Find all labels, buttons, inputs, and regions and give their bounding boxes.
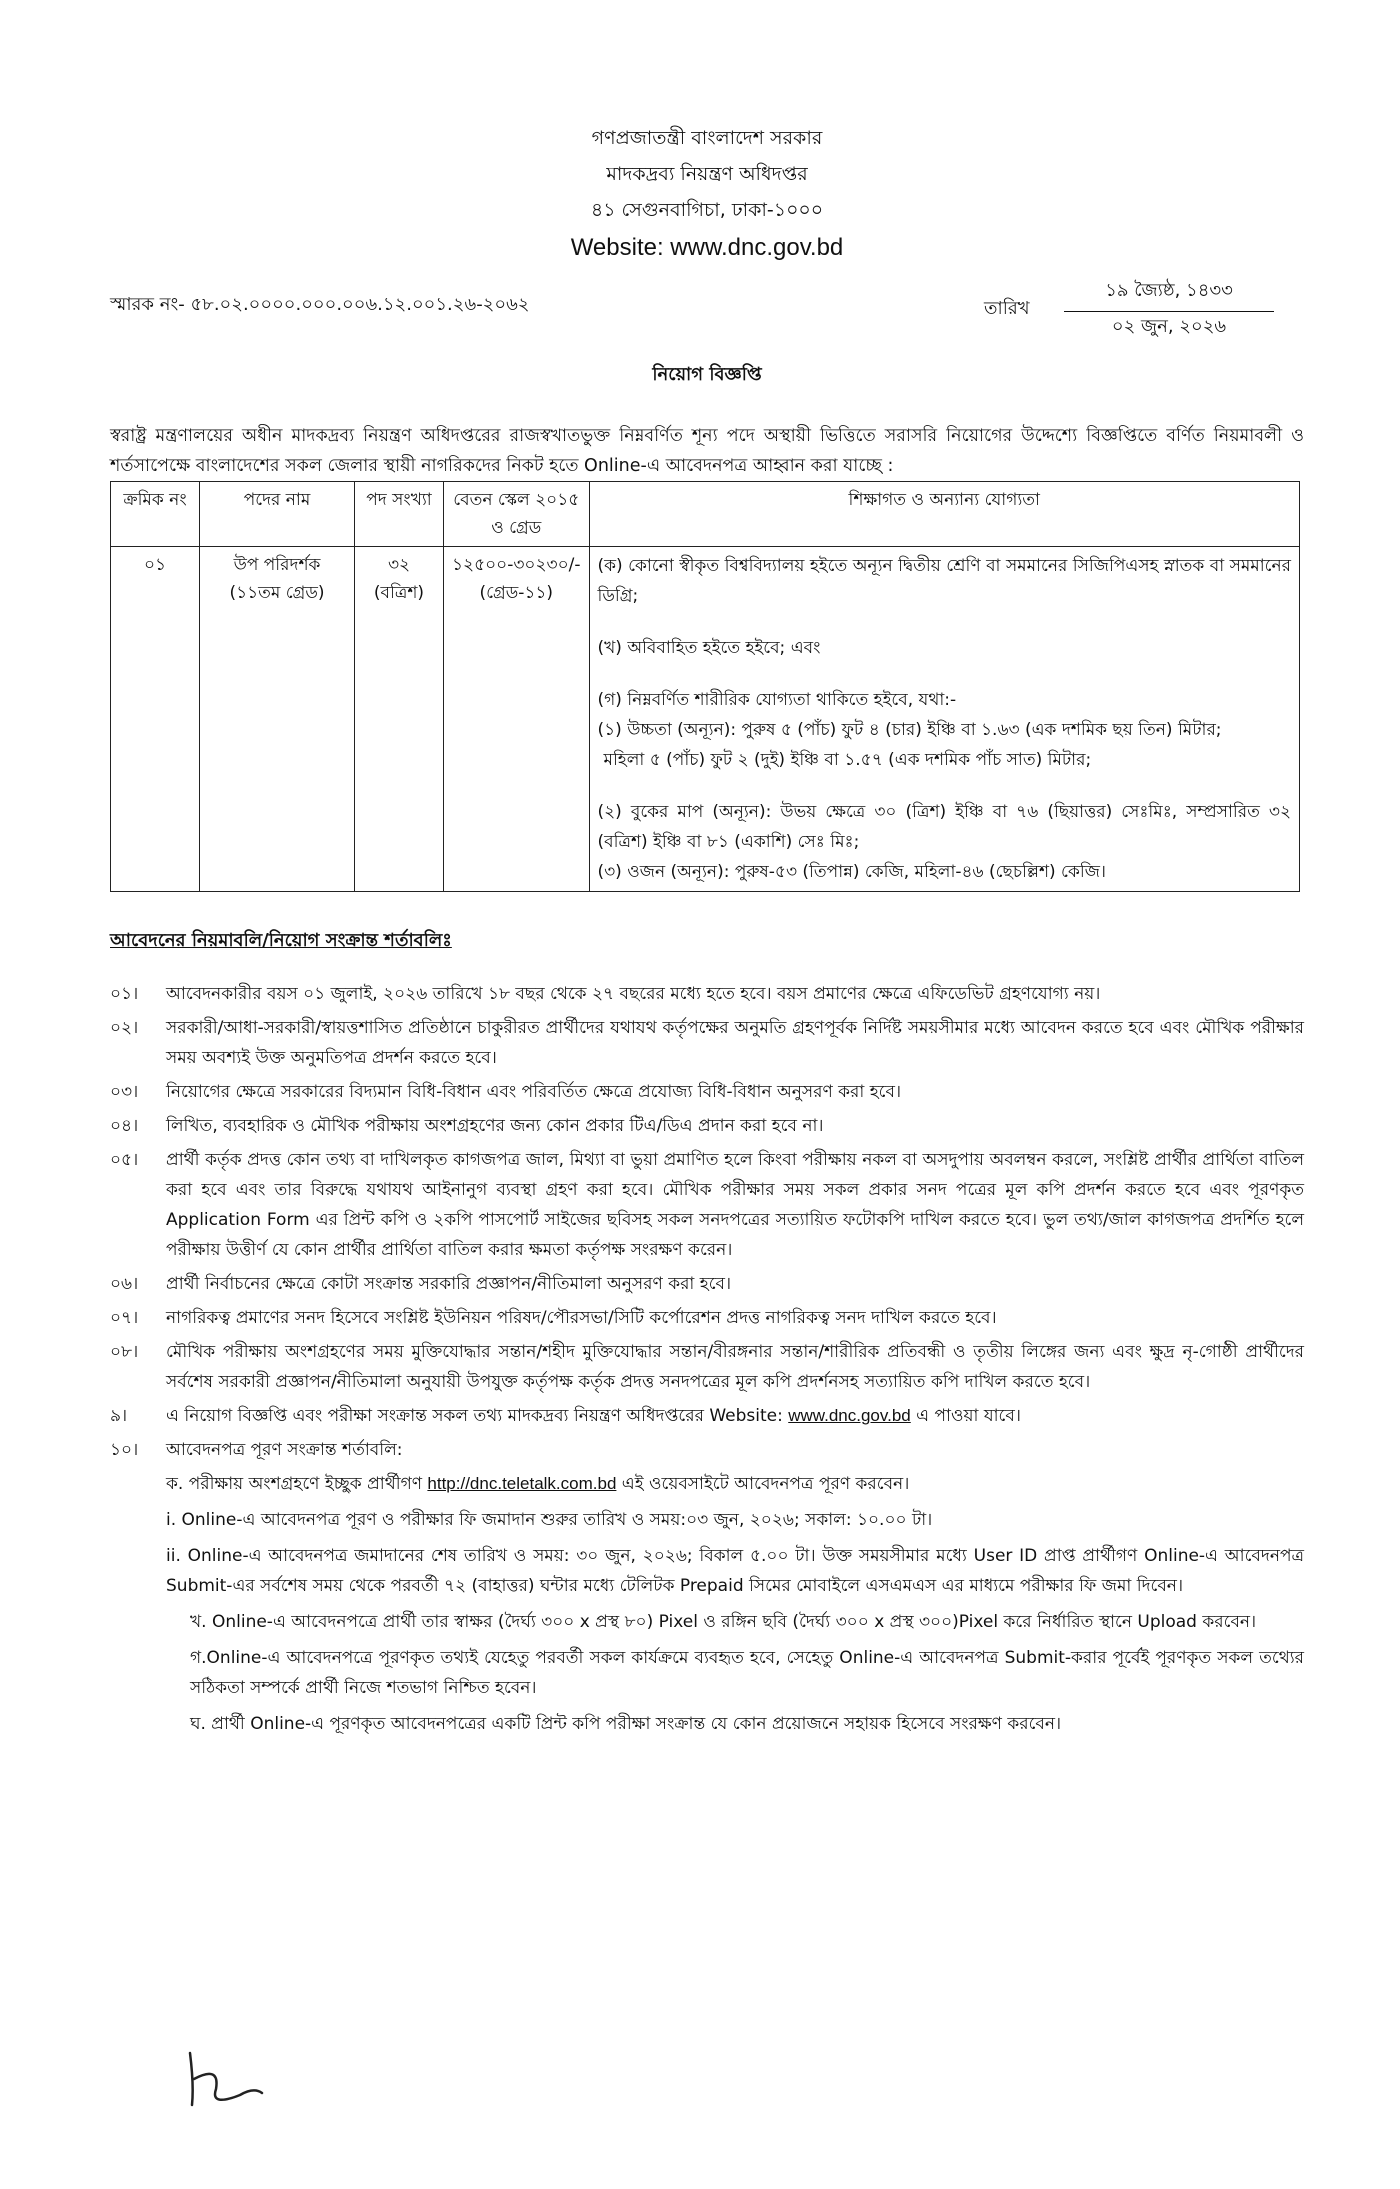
list-item: ০৫। প্রার্থী কর্তৃক প্রদত্ত কোন তথ্য বা দাখিলকৃত কাগজপত্র জাল, মিথ্যা বা ভুয়া প্রমাণিত হলে কিংবা পরীক্ষায় নকল বা অসদুপায় অবলম্বন করলে, সংশ্লিষ্ট প্রার্থীর প্রার্থিতা বাতিল করা হবে এবং তার বিরুদ্ধে যথাযথ আইনানুগ ব্যবস্থা গ্রহণ করা হবে। মৌখিক পরীক্ষার সময় সকল প্রকার সনদ পত্রের মূল কপি প্রদর্শন করতে হবে এবং পূরণকৃত Application Form এর প্রিন্ট কপি ও ২কপি পাসপোর্ট সাইজের ছবিসহ সকল সনদপত্রের সত্যায়িত ফটোকপি দাখিল করতে হবে। ভুল তথ্য/জাল কাগজপত্র প্রদর্শিত হলে পরীক্ষায় উত্তীর্ণ যে কোন প্রার্থীর প্রার্থিতা বাতিল করার ক্ষমতা কর্তৃপক্ষ সংরক্ষণ করেন। bbox=[110, 1150, 1304, 1260]
qualification-item: (গ) নিম্নবর্ণিত শারীরিক যোগ্যতা থাকিতে হইবে, যথা:- bbox=[597, 690, 957, 710]
cell-scale: ১২৫০০-৩০২৩০/- (গ্রেড-১১) bbox=[444, 547, 590, 892]
cell-count: ৩২ (বত্রিশ) bbox=[355, 547, 444, 892]
rules-list bbox=[110, 979, 1304, 1739]
intro-paragraph: স্বরাষ্ট্র মন্ত্রণালয়ের অধীন মাদকদ্রব্য নিয়ন্ত্রণ অধিদপ্তরের রাজস্বখাতভুক্ত নিম্নবর্ণিত শূন্য পদে অস্থায়ী ভিত্তিতে সরাসরি নিয়োগের উদ্দেশ্যে বিজ্ঞপ্তিতে বর্ণিত নিয়মাবলী ও শর্তসাপেক্ষে বাংলাদেশের সকল জেলার স্থায়ী নাগরিকদের নিকট হতে Online-এ আবেদনপত্র আহ্বান করা যাচ্ছে : bbox=[110, 426, 1304, 476]
cell-qualification bbox=[589, 547, 1300, 892]
list-item: ০২। সরকারী/আধা-সরকারী/স্বায়ত্তশাসিত প্রতিষ্ঠানে চাকুরীরত প্রার্থীদের যথাযথ কর্তৃপক্ষের অনুমতি গ্রহণপূর্বক নির্দিষ্ট সময়সীমার মধ্যে আবেদন করতে হবে এবং মৌখিক পরীক্ষার সময় অবশ্যই উক্ত অনুমতিপত্র প্রদর্শন করতে হবে। bbox=[110, 1018, 1304, 1068]
list-item: ৯। এ নিয়োগ বিজ্ঞপ্তি এবং পরীক্ষা সংক্রান্ত সকল তথ্য মাদকদ্রব্য নিয়ন্ত্রণ অধিদপ্তরের Website: www.dnc.gov.bd এ পাওয়া যাবে। bbox=[110, 1406, 1021, 1426]
website-link[interactable]: www.dnc.gov.bd bbox=[788, 1406, 911, 1425]
govt-name: গণপ্রজাতন্ত্রী বাংলাদেশ সরকার bbox=[591, 127, 823, 149]
sub-item: গ.Online-এ আবেদনপত্রে পূরণকৃত তথ্যই যেহেতু পরবর্তী সকল কার্যক্রমে ব্যবহৃত হবে, সেহেতু Online-এ আবেদনপত্র Submit-করার পূর্বেই পূরণকৃত সকল তথ্যের সঠিকতা সম্পর্কে প্রার্থী নিজে শতভাগ নিশ্চিত হবেন। bbox=[190, 1648, 1304, 1698]
vacancy-table bbox=[110, 481, 1300, 892]
list-item: ০১। আবেদনকারীর বয়স ০১ জুলাই, ২০২৬ তারিখে ১৮ বছর থেকে ২৭ বছরের মধ্যে হতে হবে। বয়স প্রমাণের ক্ষেত্রে এফিডেভিট গ্রহণযোগ্য নয়। bbox=[110, 984, 1101, 1004]
sub-item: ii. Online-এ আবেদনপত্র জমাদানের শেষ তারিখ ও সময়: ৩০ জুন, ২০২৬; বিকাল ৫.০০ টা। উক্ত সময়সীমার মধ্যে User ID প্রাপ্ত প্রার্থীগণ Online-এ আবেদনপত্র Submit-এর সর্বশেষ সময় থেকে পরবর্তী ৭২ (বাহাত্তর) ঘন্টার মধ্যে টেলিটক Prepaid সিমের মোবাইলে এসএমএস এর মাধ্যমে পরীক্ষার ফি জমা দিবেন। bbox=[166, 1546, 1304, 1596]
col-qualification: শিক্ষাগত ও অন্যান্য যোগ্যতা bbox=[589, 482, 1300, 547]
list-item: ০৪। লিখিত, ব্যবহারিক ও মৌখিক পরীক্ষায় অংশগ্রহণের জন্য কোন প্রকার টিএ/ডিএ প্রদান করা হবে না। bbox=[110, 1116, 824, 1136]
address: ৪১ সেগুনবাগিচা, ঢাকা-১০০০ bbox=[590, 199, 824, 221]
list-item: ০৬। প্রার্থী নির্বাচনের ক্ষেত্রে কোটা সংক্রান্ত সরকারি প্রজ্ঞাপন/নীতিমালা অনুসরণ করা হবে। bbox=[110, 1274, 732, 1294]
letterhead bbox=[110, 120, 1304, 268]
qualification-item: (ক) কোনো স্বীকৃত বিশ্ববিদ্যালয় হইতে অন্যূন দ্বিতীয় শ্রেণি বা সমমানের সিজিপিএসহ স্নাতক বা সমমানের ডিগ্রি; bbox=[597, 556, 1291, 606]
teletalk-link[interactable]: http://dnc.teletalk.com.bd bbox=[427, 1474, 617, 1493]
qualification-item: (৩) ওজন (অন্যূন): পুরুষ-৫৩ (তিপান্ন) কেজি, মহিলা-৪৬ (ছেচল্লিশ) কেজি। bbox=[597, 862, 1107, 882]
date-bangla: ১৯ জ্যৈষ্ঠ, ১৪৩৩ bbox=[1064, 276, 1274, 312]
col-count: পদ সংখ্যা bbox=[355, 482, 444, 547]
table-row bbox=[111, 547, 1300, 892]
list-item: ১০। আবেদনপত্র পূরণ সংক্রান্ত শর্তাবলি: bbox=[110, 1440, 403, 1460]
col-serial: ক্রমিক নং bbox=[111, 482, 200, 547]
initial-signature bbox=[180, 2045, 270, 2115]
qualification-item: (২) বুকের মাপ (অন্যূন): উভয় ক্ষেত্রে ৩০ (ত্রিশ) ইঞ্চি বা ৭৬ (ছিয়াত্তর) সেঃমিঃ, সম্প্রসারিত ৩২ (বত্রিশ) ইঞ্চি বা ৮১ (একাশি) সেঃ মিঃ; bbox=[597, 802, 1291, 852]
sub-item: ঘ. প্রার্থী Online-এ পূরণকৃত আবেদনপত্রের একটি প্রিন্ট কপি পরীক্ষা সংক্রান্ত যে কোন প্রয়োজনে সহায়ক হিসেবে সংরক্ষণ করবেন। bbox=[190, 1714, 1062, 1734]
sub-item: খ. Online-এ আবেদনপত্রে প্রার্থী তার স্বাক্ষর (দৈর্ঘ্য ৩০০ x প্রস্থ ৮০) Pixel ও রঙ্গিন ছবি (দৈর্ঘ্য ৩০০ x প্রস্থ ৩০০)Pixel করে নির্ধারিত স্থানে Upload করবেন। bbox=[190, 1612, 1257, 1632]
memo-number: স্মারক নং- ৫৮.০২.০০০০.০০০.০০৬.১২.০০১.২৬-২০৬২ bbox=[110, 294, 530, 315]
list-item: ০৮। মৌখিক পরীক্ষায় অংশগ্রহণের সময় মুক্তিযোদ্ধার সন্তান/শহীদ মুক্তিযোদ্ধার সন্তান/বীরঙ্গনার সন্তান/শারীরিক প্রতিবন্ধী ও তৃতীয় লিঙ্গের জন্য এবং ক্ষুদ্র নৃ-গোষ্ঠী প্রার্থীদের সর্বশেষ সরকারী প্রজ্ঞাপন/নীতিমালা অনুযায়ী উপযুক্ত কর্তৃপক্ষ কর্তৃক প্রদত্ত সনদপত্রের মূল কপি প্রদর্শনসহ সত্যায়িত কপি দাখিল করতে হবে। bbox=[110, 1342, 1304, 1392]
rules-title: আবেদনের নিয়মাবলি/নিয়োগ সংক্রান্ত শর্তাবলিঃ bbox=[110, 930, 452, 951]
table-header-row bbox=[111, 482, 1300, 547]
cell-serial: ০১ bbox=[111, 547, 200, 892]
list-item: ০৩। নিয়োগের ক্ষেত্রে সরকারের বিদ্যমান বিধি-বিধান এবং পরিবর্তিত ক্ষেত্রে প্রযোজ্য বিধি-বিধান অনুসরণ করা হবে। bbox=[110, 1082, 902, 1102]
date-english: ০২ জুন, ২০২৬ bbox=[1111, 316, 1227, 337]
sub-item: i. Online-এ আবেদনপত্র পূরণ ও পরীক্ষার ফি জমাদান শুরুর তারিখ ও সময়:০৩ জুন, ২০২৬; সকাল: ১০.০০ টা। bbox=[166, 1510, 933, 1530]
memo-date-row bbox=[110, 276, 1304, 356]
col-post: পদের নাম bbox=[200, 482, 355, 547]
website: Website: www.dnc.gov.bd bbox=[570, 234, 844, 261]
qualification-item: (খ) অবিবাহিত হইতে হইবে; এবং bbox=[597, 638, 821, 658]
notice-title: নিয়োগ বিজ্ঞপ্তি bbox=[652, 364, 762, 385]
cell-post: উপ পরিদর্শক (১১তম গ্রেড) bbox=[200, 547, 355, 892]
department-name: মাদকদ্রব্য নিয়ন্ত্রণ অধিদপ্তর bbox=[606, 163, 808, 185]
col-scale: বেতন স্কেল ২০১৫ ও গ্রেড bbox=[444, 482, 590, 547]
qualification-item: মহিলা ৫ (পাঁচ) ফুট ২ (দুই) ইঞ্চি বা ১.৫৭ (এক দশমিক পাঁচ সাত) মিটার; bbox=[603, 750, 1092, 770]
date-label: তারিখ bbox=[984, 298, 1030, 319]
sub-item: ক. পরীক্ষায় অংশগ্রহণে ইচ্ছুক প্রার্থীগণ http://dnc.teletalk.com.bd এই ওয়েবসাইটে আবেদনপত্র পূরণ করবেন। bbox=[166, 1474, 910, 1494]
list-item: ০৭। নাগরিকত্ব প্রমাণের সনদ হিসেবে সংশ্লিষ্ট ইউনিয়ন পরিষদ/পৌরসভা/সিটি কর্পোরেশন প্রদত্ত নাগরিকত্ব সনদ দাখিল করতে হবে। bbox=[110, 1308, 997, 1328]
qualification-item: (১) উচ্চতা (অন্যূন): পুরুষ ৫ (পাঁচ) ফুট ৪ (চার) ইঞ্চি বা ১.৬৩ (এক দশমিক ছয় তিন) মিটার; bbox=[597, 720, 1222, 740]
